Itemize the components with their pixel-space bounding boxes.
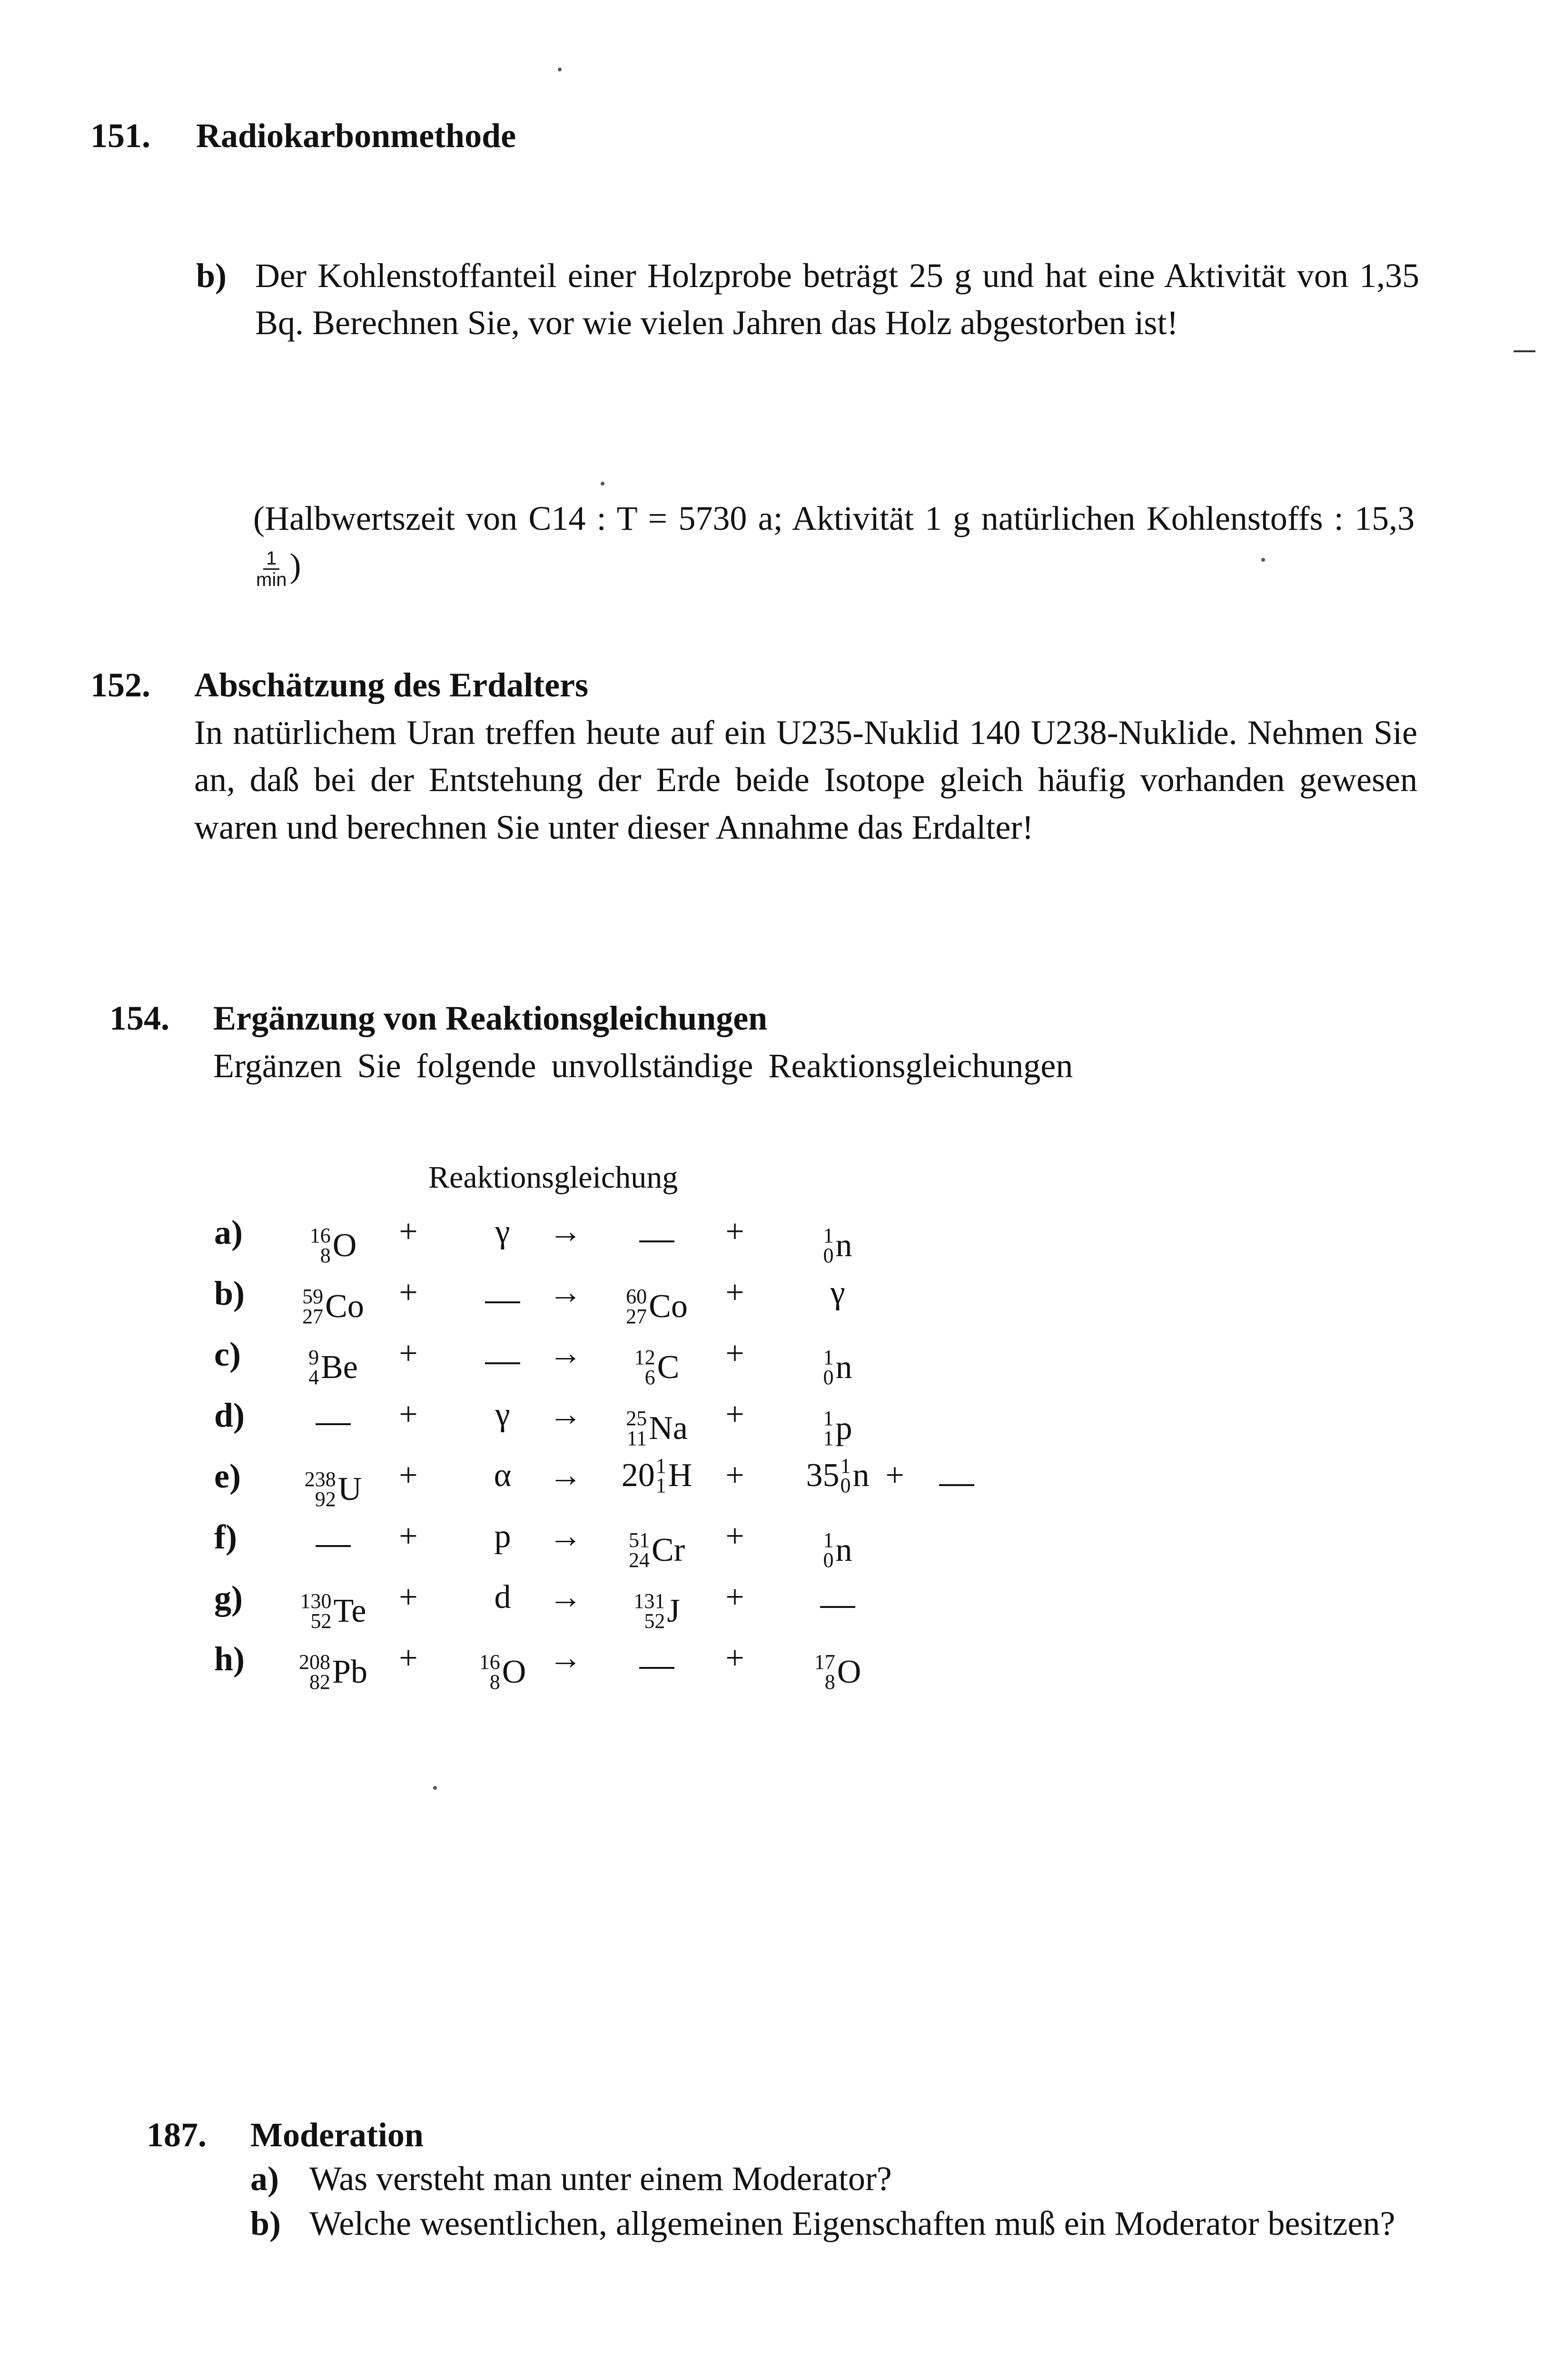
mass-number: 1 (823, 1346, 834, 1369)
mass-number: 59 (302, 1285, 324, 1308)
nuclide-scripts (629, 1530, 650, 1570)
part-b-text: Welche wesentlichen, allgemeinen Eigenschaften muß ein Moderator besitzen? (309, 2204, 1396, 2242)
reaction-arrow: → (549, 1518, 582, 1555)
atomic-number: 0 (840, 1474, 851, 1497)
mass-number: 60 (626, 1285, 647, 1308)
atomic-number: 8 (320, 1243, 331, 1267)
nuclide-scripts (302, 1287, 323, 1327)
element-symbol: Pb (332, 1653, 367, 1690)
nuclide-scripts (299, 1652, 330, 1692)
nuclide-scripts (305, 1469, 336, 1509)
nuclide (823, 1223, 852, 1269)
atomic-number: 0 (823, 1548, 834, 1572)
nuclide-scripts (310, 1226, 331, 1266)
element-symbol: C (657, 1349, 680, 1386)
atomic-number: 8 (489, 1670, 500, 1694)
mass-number: 208 (299, 1650, 331, 1674)
product-2 (766, 1331, 909, 1390)
reaction-table-header: Reaktionsgleichung (428, 1160, 678, 1195)
mass-number: 130 (300, 1589, 332, 1613)
atomic-number: 1 (823, 1426, 834, 1450)
row-label: d) (214, 1396, 245, 1434)
reaction-arrow: → (549, 1457, 582, 1494)
reaction-row-label (214, 1392, 262, 1439)
element-symbol: O (837, 1653, 861, 1690)
atomic-number: 24 (629, 1548, 650, 1572)
row-label: g) (214, 1579, 243, 1617)
nuclide (823, 1345, 852, 1391)
problem-187-part-a (250, 2155, 1474, 2202)
plus-sign: + (399, 1518, 418, 1555)
element-symbol: Co (649, 1288, 688, 1325)
part-a-label: a) (250, 2160, 279, 2198)
element-symbol: J (667, 1592, 680, 1629)
reaction-arrow: → (549, 1213, 582, 1250)
element-symbol: Cr (652, 1531, 685, 1568)
problem-154-title: Ergänzung von Reaktionsgleichungen (213, 999, 768, 1037)
nuclide-scripts (814, 1652, 835, 1692)
problem-154-intro: Ergänzen Sie folgende unvollständige Reaktionsgleichungen (213, 1047, 1073, 1085)
part-b-label: b) (250, 2204, 281, 2242)
mass-number: 16 (309, 1224, 331, 1247)
product-2 (766, 1270, 909, 1316)
reaction-arrow: → (549, 1396, 582, 1433)
element-symbol: Co (325, 1288, 364, 1325)
element-symbol: O (502, 1653, 526, 1690)
plus-sign: + (399, 1274, 418, 1311)
mass-number: 25 (626, 1407, 647, 1430)
element-symbol: Te (333, 1592, 366, 1629)
blank-line (939, 1464, 974, 1486)
product-2 (766, 1392, 909, 1451)
note-fraction (256, 548, 287, 590)
part-b-text: Der Kohlenstoffanteil einer Holzprobe beträgt 25 g und hat eine Aktivität von 1,35 Bq. Berechnen Sie, vor wie vielen Jahren das Holz abgestorben ist! (255, 257, 1419, 342)
atomic-number: 11 (626, 1426, 647, 1450)
reaction-row-label (214, 1636, 262, 1683)
atomic-number: 8 (824, 1670, 835, 1694)
reaction-arrow: → (549, 1640, 582, 1676)
mass-number: 131 (633, 1589, 665, 1613)
reaction-arrow: → (549, 1579, 582, 1616)
plus-sign: + (725, 1213, 744, 1250)
mass-number: 1 (655, 1454, 666, 1478)
plus-sign: + (399, 1396, 418, 1433)
problem-151-title: Radiokarbonmethode (196, 117, 516, 155)
fraction-denominator: min (256, 569, 287, 591)
product-2 (766, 1636, 909, 1695)
problem-151-number: 151. (90, 117, 150, 155)
note-close: ) (289, 546, 301, 585)
nuclide-scripts (823, 1530, 834, 1570)
scan-speck (558, 68, 562, 71)
plus-sign: + (725, 1274, 744, 1311)
plus-sign: + (725, 1579, 744, 1616)
scan-speck (601, 482, 604, 486)
plus-sign: + (725, 1640, 744, 1676)
element-symbol: U (337, 1470, 362, 1507)
atomic-number: 27 (626, 1304, 647, 1328)
reaction-row-label (214, 1270, 262, 1318)
nuclide-scripts (634, 1348, 655, 1388)
nuclide (814, 1649, 861, 1696)
atomic-number: 0 (823, 1365, 834, 1389)
problem-152-title: Abschätzung des Erdalters (194, 666, 589, 704)
plus-sign: + (885, 1457, 904, 1494)
atomic-number: 82 (309, 1670, 331, 1694)
atomic-number: 92 (315, 1487, 336, 1511)
note-text: (Halbwertszeit von C14 : T = 5730 a; Aktivität 1 g natürlichen Kohlenstoffs : 15,3 (253, 499, 1415, 537)
plus-sign: + (399, 1457, 418, 1494)
element-symbol: d (494, 1579, 511, 1616)
part-a-text: Was versteht man unter einem Moderator? (309, 2160, 892, 2198)
problem-187-title: Moderation (250, 2116, 424, 2154)
element-symbol: α (494, 1457, 512, 1494)
part-b-label: b) (196, 257, 227, 295)
element-symbol: n (852, 1457, 870, 1494)
atomic-number: 6 (644, 1365, 655, 1389)
plus-sign: + (399, 1640, 418, 1676)
element-symbol: p (835, 1409, 852, 1447)
reaction-row-label (214, 1575, 262, 1622)
mass-number: 12 (634, 1346, 655, 1369)
atomic-number: 27 (302, 1304, 324, 1328)
nuclide-scripts (626, 1408, 647, 1448)
nuclide-scripts (823, 1226, 834, 1266)
atomic-number: 0 (823, 1243, 834, 1267)
plus-sign: + (399, 1579, 418, 1616)
mass-number: 9 (308, 1346, 319, 1369)
row-label: h) (214, 1640, 245, 1678)
problem-152-number: 152. (90, 666, 150, 704)
nuclide (831, 1270, 845, 1316)
element-symbol: n (835, 1531, 852, 1568)
atomic-number: 52 (644, 1609, 665, 1633)
nuclide-scripts (300, 1591, 332, 1631)
element-symbol: n (835, 1227, 852, 1264)
product-3 (885, 1453, 1028, 1499)
mass-number: 1 (823, 1224, 834, 1247)
row-label: e) (214, 1457, 241, 1495)
product-2 (766, 1209, 909, 1269)
plus-sign: + (399, 1213, 418, 1250)
row-label: b) (214, 1274, 245, 1312)
mass-number: 51 (629, 1528, 650, 1552)
product-2 (766, 1514, 909, 1573)
plus-sign: + (725, 1457, 744, 1494)
element-symbol: p (494, 1518, 511, 1555)
problem-187-number: 187. (147, 2116, 207, 2154)
reaction-row-label (214, 1209, 262, 1257)
fraction-numerator: 1 (263, 548, 279, 570)
element-symbol: Na (649, 1409, 688, 1447)
atomic-number: 1 (655, 1474, 666, 1497)
scan-speck (1261, 558, 1265, 562)
element-symbol: γ (495, 1396, 510, 1433)
product-2 (766, 1575, 909, 1621)
nuclide-scripts (626, 1287, 647, 1327)
mass-number: 1 (823, 1528, 834, 1552)
reaction-arrow: → (549, 1274, 582, 1311)
blank-line (820, 1586, 855, 1608)
problem-154-number: 154. (109, 999, 169, 1037)
nuclide-scripts (823, 1348, 834, 1388)
plus-sign: + (399, 1335, 418, 1372)
element-symbol: Be (321, 1349, 358, 1386)
atomic-number: 4 (308, 1365, 319, 1389)
nuclide (823, 1406, 852, 1452)
coefficient: 20 (621, 1457, 655, 1494)
plus-sign: + (725, 1396, 744, 1433)
problem-152-text: In natürlichem Uran treffen heute auf ein U235-Nuklid 140 U238-Nuklide. Nehmen Sie an, daß bei der Entstehung der Erde beide Isotope gleich häufig vorhanden gewesen waren und berechnen Sie unter dieser Annahme das Erdalter! (194, 714, 1417, 846)
mass-number: 16 (479, 1650, 500, 1674)
reaction-row-label (214, 1514, 262, 1561)
problem-151-note (253, 495, 1415, 590)
element-symbol: n (835, 1349, 852, 1386)
problem-187-part-b (250, 2200, 1474, 2247)
atomic-number: 52 (310, 1609, 332, 1633)
plus-sign: + (725, 1518, 744, 1555)
reaction-row-label (214, 1331, 262, 1378)
row-label: a) (214, 1213, 243, 1251)
nuclide-scripts (308, 1348, 319, 1388)
margin-mark (1514, 350, 1535, 352)
reaction-row-label (214, 1453, 262, 1500)
coefficient: 35 (806, 1457, 840, 1494)
row-label: f) (214, 1518, 237, 1556)
scan-speck (433, 1786, 437, 1790)
mass-number: 238 (304, 1468, 336, 1491)
mass-number: 17 (814, 1650, 835, 1674)
row-label: c) (214, 1335, 241, 1373)
reaction-arrow: → (549, 1335, 582, 1372)
element-symbol: γ (495, 1213, 510, 1250)
nuclide-scripts (823, 1408, 834, 1448)
element-symbol: H (668, 1457, 693, 1494)
element-symbol: O (332, 1227, 357, 1264)
element-symbol: γ (830, 1274, 845, 1311)
problem-151-part-b (196, 252, 1419, 347)
mass-number: 1 (823, 1407, 834, 1430)
nuclide-scripts (633, 1591, 665, 1631)
mass-number: 1 (840, 1454, 851, 1478)
plus-sign: + (725, 1335, 744, 1372)
nuclide (823, 1527, 852, 1574)
